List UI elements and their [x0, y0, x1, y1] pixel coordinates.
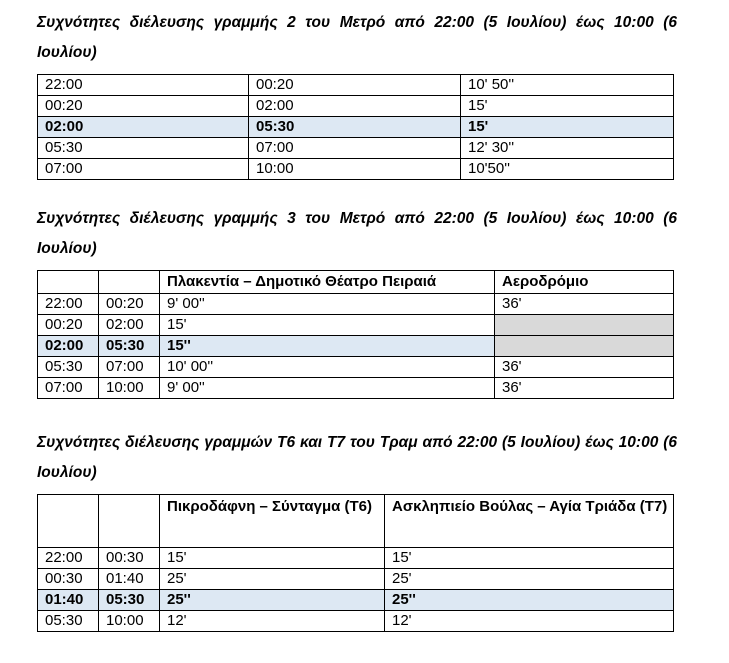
table-cell: 05:30 [99, 336, 160, 357]
table-cell: 02:00 [99, 315, 160, 336]
table-cell: 05:30 [38, 611, 99, 632]
table-cell: 9' 00'' [160, 378, 495, 399]
table-cell: 00:20 [38, 96, 249, 117]
table-cell: 05:30 [38, 357, 99, 378]
table-header-cell: Πικροδάφνη – Σύνταγμα (Τ6) [160, 495, 385, 548]
table-cell: 10' 00'' [160, 357, 495, 378]
table-header-cell [99, 495, 160, 548]
table-cell: 25' [385, 569, 674, 590]
table-header-row [38, 271, 674, 294]
table-row [38, 548, 674, 569]
table-cell: 22:00 [38, 548, 99, 569]
table-cell: 15' [385, 548, 674, 569]
table-row [38, 569, 674, 590]
table-cell: 05:30 [38, 138, 249, 159]
table-cell: 12' 30'' [461, 138, 674, 159]
table-cell: 10:00 [99, 378, 160, 399]
tram-frequency-table [37, 494, 674, 632]
table-row [38, 138, 674, 159]
table-cell-empty [495, 336, 674, 357]
table-cell: 22:00 [38, 294, 99, 315]
table-cell: 02:00 [38, 336, 99, 357]
section3-title: Συχνότητες διέλευσης γραμμών Τ6 και Τ7 του Τραμ από 22:00 (5 Ιουλίου) έως 10:00 (6 Ιουλίου) [37, 434, 677, 481]
table-cell: 12' [160, 611, 385, 632]
table-header-row [38, 495, 674, 548]
section1-title: Συχνότητες διέλευσης γραμμής 2 του Μετρό από 22:00 (5 Ιουλίου) έως 10:00 (6 Ιουλίου) [37, 14, 677, 61]
table-cell: 10'50'' [461, 159, 674, 180]
section2-title: Συχνότητες διέλευσης γραμμής 3 του Μετρό από 22:00 (5 Ιουλίου) έως 10:00 (6 Ιουλίου) [37, 210, 677, 257]
table-cell: 25'' [385, 590, 674, 611]
table-header-cell [38, 495, 99, 548]
table-cell: 25'' [160, 590, 385, 611]
table-cell: 07:00 [99, 357, 160, 378]
table-cell: 07:00 [38, 378, 99, 399]
table-cell: 07:00 [249, 138, 461, 159]
table-cell-empty [495, 315, 674, 336]
table-header-cell: Αεροδρόμιο [495, 271, 674, 294]
table-cell: 00:20 [99, 294, 160, 315]
line3-frequency-table [37, 270, 674, 399]
table-cell: 15' [461, 96, 674, 117]
table-cell: 9' 00'' [160, 294, 495, 315]
table-cell: 00:30 [38, 569, 99, 590]
table-header-cell: Πλακεντία – Δημοτικό Θέατρο Πειραιά [160, 271, 495, 294]
table-cell: 15' [160, 315, 495, 336]
table-cell: 15' [461, 117, 674, 138]
table-header-cell: Ασκληπιείο Βούλας – Αγία Τριάδα (Τ7) [385, 495, 674, 548]
table-cell: 02:00 [249, 96, 461, 117]
table-header-cell [99, 271, 160, 294]
table-cell: 00:20 [38, 315, 99, 336]
table-cell: 10:00 [249, 159, 461, 180]
table-cell: 01:40 [38, 590, 99, 611]
table-cell: 05:30 [99, 590, 160, 611]
table-cell: 15'' [160, 336, 495, 357]
table-row [38, 294, 674, 315]
line2-frequency-table [37, 74, 674, 180]
table-cell: 25' [160, 569, 385, 590]
table-cell: 10' 50'' [461, 75, 674, 96]
table-row [38, 159, 674, 180]
table-cell: 10:00 [99, 611, 160, 632]
table-cell: 05:30 [249, 117, 461, 138]
table-cell: 36' [495, 357, 674, 378]
table-cell: 01:40 [99, 569, 160, 590]
table-row-highlighted [38, 117, 674, 138]
table-row [38, 315, 674, 336]
table-cell: 36' [495, 294, 674, 315]
table-cell: 07:00 [38, 159, 249, 180]
table-cell: 00:20 [249, 75, 461, 96]
table-row-highlighted [38, 336, 674, 357]
table-cell: 22:00 [38, 75, 249, 96]
table-row [38, 75, 674, 96]
table-header-cell [38, 271, 99, 294]
table-row [38, 611, 674, 632]
table-cell: 15' [160, 548, 385, 569]
table-cell: 00:30 [99, 548, 160, 569]
table-row [38, 378, 674, 399]
table-cell: 12' [385, 611, 674, 632]
table-row [38, 357, 674, 378]
table-cell: 36' [495, 378, 674, 399]
table-row-highlighted [38, 590, 674, 611]
table-cell: 02:00 [38, 117, 249, 138]
table-row [38, 96, 674, 117]
